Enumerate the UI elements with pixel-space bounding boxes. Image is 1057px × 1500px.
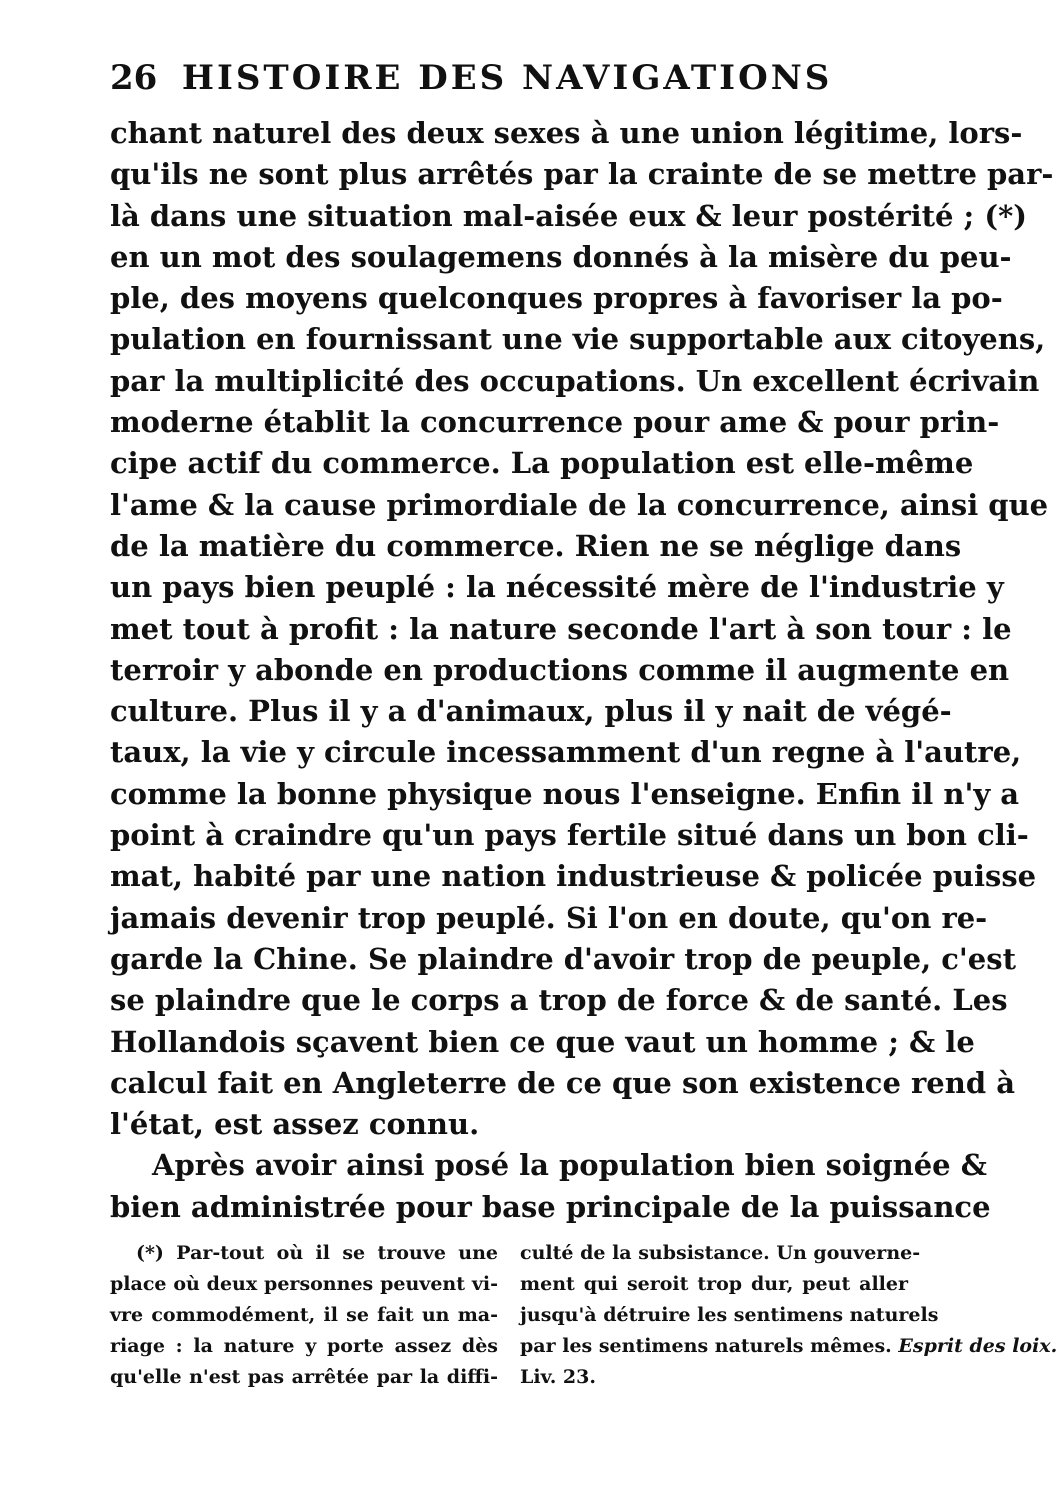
footnote-line: qu'elle n'est pas arrêtée par la diffi- bbox=[110, 1366, 498, 1388]
running-header bbox=[110, 58, 833, 108]
text-line: chant naturel des deux sexes à une union légitime, lors- bbox=[110, 116, 1023, 150]
text-line: l'état, est assez connu. bbox=[110, 1107, 480, 1142]
footnote-line-with-source bbox=[520, 1331, 1057, 1362]
footnote-line: (*) Par-tout où il se trouve une bbox=[136, 1242, 498, 1264]
body-text bbox=[110, 113, 1054, 1228]
text-line: qu'ils ne sont plus arrêtés par la crainte de se mettre par- bbox=[110, 157, 1054, 192]
text-line: pulation en fournissant une vie supportable aux citoyens, bbox=[110, 322, 1046, 357]
text-line: en un mot des soulagemens donnés à la misère du peu- bbox=[110, 239, 1012, 274]
footnote bbox=[110, 1238, 1057, 1393]
text-line: comme la bonne physique nous l'enseigne. Enfin il n'y a bbox=[110, 776, 1020, 811]
footnote-line: riage : la nature y porte assez dès bbox=[110, 1335, 498, 1357]
footnote-line: ment qui seroit trop dur, peut aller bbox=[520, 1273, 908, 1295]
footnote-line: vre commodément, il se fait un ma- bbox=[110, 1304, 498, 1326]
page-number: 26 bbox=[110, 58, 158, 98]
text-line: calcul fait en Angleterre de ce que son existence rend à bbox=[110, 1065, 1015, 1100]
text-line: de la matière du commerce. Rien ne se néglige dans bbox=[110, 528, 962, 563]
text-line: là dans une situation mal-aisée eux & leur postérité ; (*) bbox=[110, 198, 1027, 233]
text-line: moderne établit la concurrence pour ame & pour prin- bbox=[110, 405, 1000, 440]
running-title: HISTOIRE DES NAVIGATIONS bbox=[181, 58, 833, 98]
text-line: mat, habité par une nation industrieuse & policée puisse bbox=[110, 859, 1037, 894]
footnote-line: place où deux personnes peuvent vi- bbox=[110, 1273, 498, 1295]
text-line: garde la Chine. Se plaindre d'avoir trop de peuple, c'est bbox=[110, 941, 1016, 976]
text-line: taux, la vie y circule incessamment d'un regne à l'autre, bbox=[110, 735, 1022, 770]
footnote-line bbox=[520, 1362, 908, 1393]
text-line: ple, des moyens quelconques propres à favoriser la po- bbox=[110, 281, 1003, 316]
footnote-source-title: Esprit des loix. bbox=[898, 1335, 1057, 1357]
text-line: se plaindre que le corps a trop de force & de santé. Les bbox=[110, 983, 1008, 1018]
footnote-line: jusqu'à détruire les sentimens naturels bbox=[520, 1304, 939, 1326]
paragraph-start-line: Après avoir ainsi posé la population bien soignée & bbox=[152, 1148, 987, 1183]
text-line: jamais devenir trop peuplé. Si l'on en doute, qu'on re- bbox=[110, 900, 988, 935]
text-line: terroir y abonde en productions comme il augmente en bbox=[110, 652, 1010, 687]
text-line: l'ame & la cause primordiale de la concurrence, ainsi que bbox=[110, 487, 1049, 522]
footnote-line: culté de la subsistance. Un gouverne- bbox=[520, 1242, 921, 1264]
footnote-right-column bbox=[520, 1238, 1057, 1393]
text-line: point à craindre qu'un pays fertile situé dans un bon cli- bbox=[110, 818, 1029, 853]
footnote-left-column bbox=[110, 1238, 498, 1393]
text-line: par la multiplicité des occupations. Un excellent écrivain bbox=[110, 363, 1040, 398]
footnote-text: par les sentimens naturels mêmes. bbox=[520, 1335, 892, 1357]
text-line: cipe actif du commerce. La population est elle-même bbox=[110, 446, 974, 481]
text-line: un pays bien peuplé : la nécessité mère de l'industrie y bbox=[110, 570, 1004, 605]
text-line: Hollandois sçavent bien ce que vaut un homme ; & le bbox=[110, 1024, 975, 1059]
text-line: met tout à profit : la nature seconde l'art à son tour : le bbox=[110, 611, 1012, 646]
text-line: culture. Plus il y a d'animaux, plus il y nait de végé- bbox=[110, 694, 952, 729]
text-line: bien administrée pour base principale de la puissance bbox=[110, 1189, 991, 1224]
footnote-reference: Liv. 23. bbox=[520, 1366, 596, 1388]
